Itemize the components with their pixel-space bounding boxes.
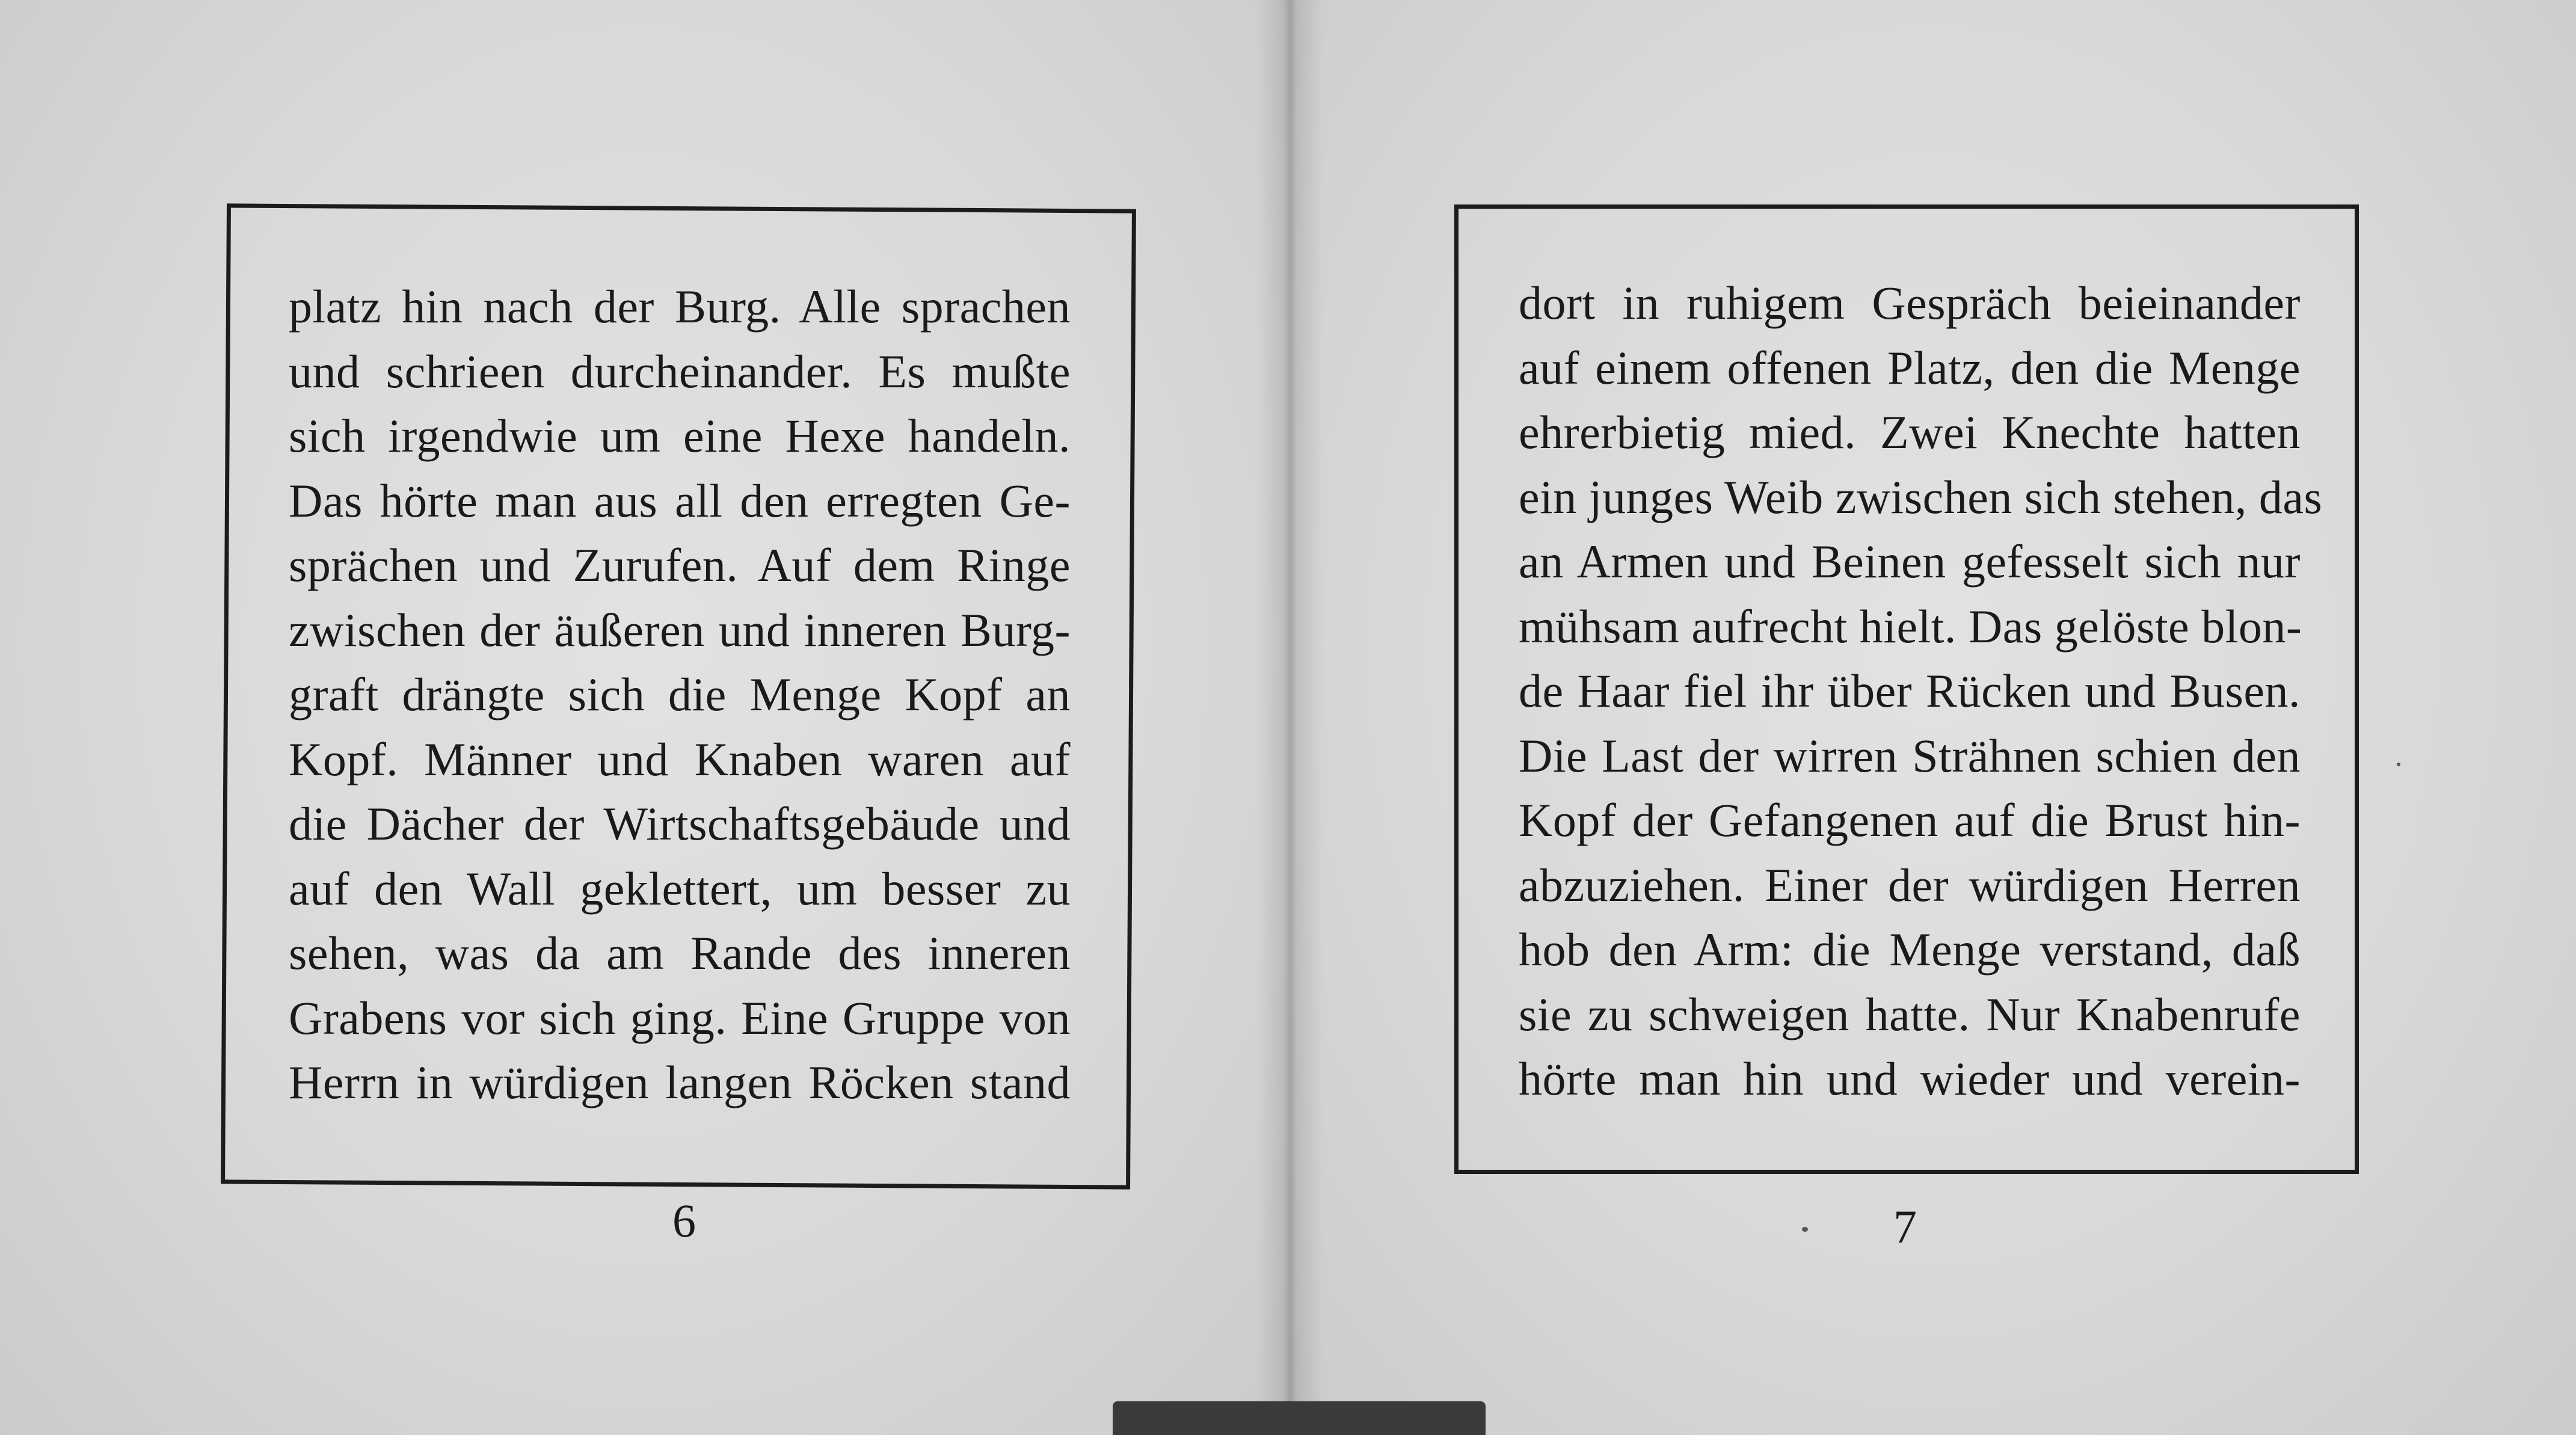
page-number-left: 6 — [672, 1194, 696, 1247]
text-line: sprächen und Zurufen. Auf dem Ringe — [289, 539, 1071, 591]
left-page-text — [289, 274, 1071, 1115]
text-line: die Dächer der Wirtschaftsgebäude und — [289, 797, 1071, 850]
text-line: Kopf. Männer und Knaben waren auf — [289, 733, 1071, 785]
paper-speck — [1802, 1227, 1808, 1232]
text-line: Kopf der Gefangenen auf die Brust hin- — [1519, 794, 2301, 846]
text-line: sie zu schweigen hatte. Nur Knabenrufe — [1519, 988, 2301, 1040]
text-line: sich irgendwie um eine Hexe handeln. — [289, 410, 1071, 462]
text-line: platz hin nach der Burg. Alle sprachen — [289, 280, 1071, 333]
text-line: dort in ruhigem Gespräch beieinander — [1519, 277, 2301, 329]
text-line: sehen, was da am Rande des inneren — [289, 927, 1071, 979]
text-line: Herrn in würdigen langen Röcken stand — [289, 1056, 1071, 1108]
text-line: Grabens vor sich ging. Eine Gruppe von — [289, 991, 1071, 1044]
text-line: mühsam aufrecht hielt. Das gelöste blon- — [1519, 600, 2302, 653]
text-line: ein junges Weib zwischen sich stehen, das — [1519, 470, 2323, 523]
text-line: hob den Arm: die Menge verstand, daß — [1519, 923, 2301, 976]
text-line: de Haar fiel ihr über Rücken und Busen. — [1519, 665, 2301, 717]
text-line: auf einem offenen Platz, den die Menge — [1519, 341, 2301, 394]
text-line: an Armen und Beinen gefesselt sich nur — [1519, 535, 2301, 588]
text-line: Die Last der wirren Strähnen schien den — [1519, 729, 2301, 782]
book-gutter — [1257, 0, 1323, 1435]
text-line: auf den Wall geklettert, um besser zu — [289, 862, 1071, 915]
text-line: graft drängte sich die Menge Kopf an — [289, 668, 1071, 721]
page-number-right: 7 — [1893, 1200, 1917, 1253]
right-page-text — [1519, 271, 2323, 1111]
text-line: und schrieen durcheinander. Es mußte — [289, 345, 1071, 398]
text-line: zwischen der äußeren und inneren Burg- — [289, 603, 1071, 656]
text-line: abzuziehen. Einer der würdigen Herren — [1519, 858, 2301, 911]
text-line: hörte man hin und wieder und verein- — [1519, 1052, 2301, 1105]
paper-speck — [2397, 763, 2400, 766]
text-line: ehrerbietig mied. Zwei Knechte hatten — [1519, 406, 2301, 458]
spine-bottom-edge — [1113, 1401, 1486, 1435]
text-line: Das hörte man aus all den erregten Ge- — [289, 474, 1071, 527]
